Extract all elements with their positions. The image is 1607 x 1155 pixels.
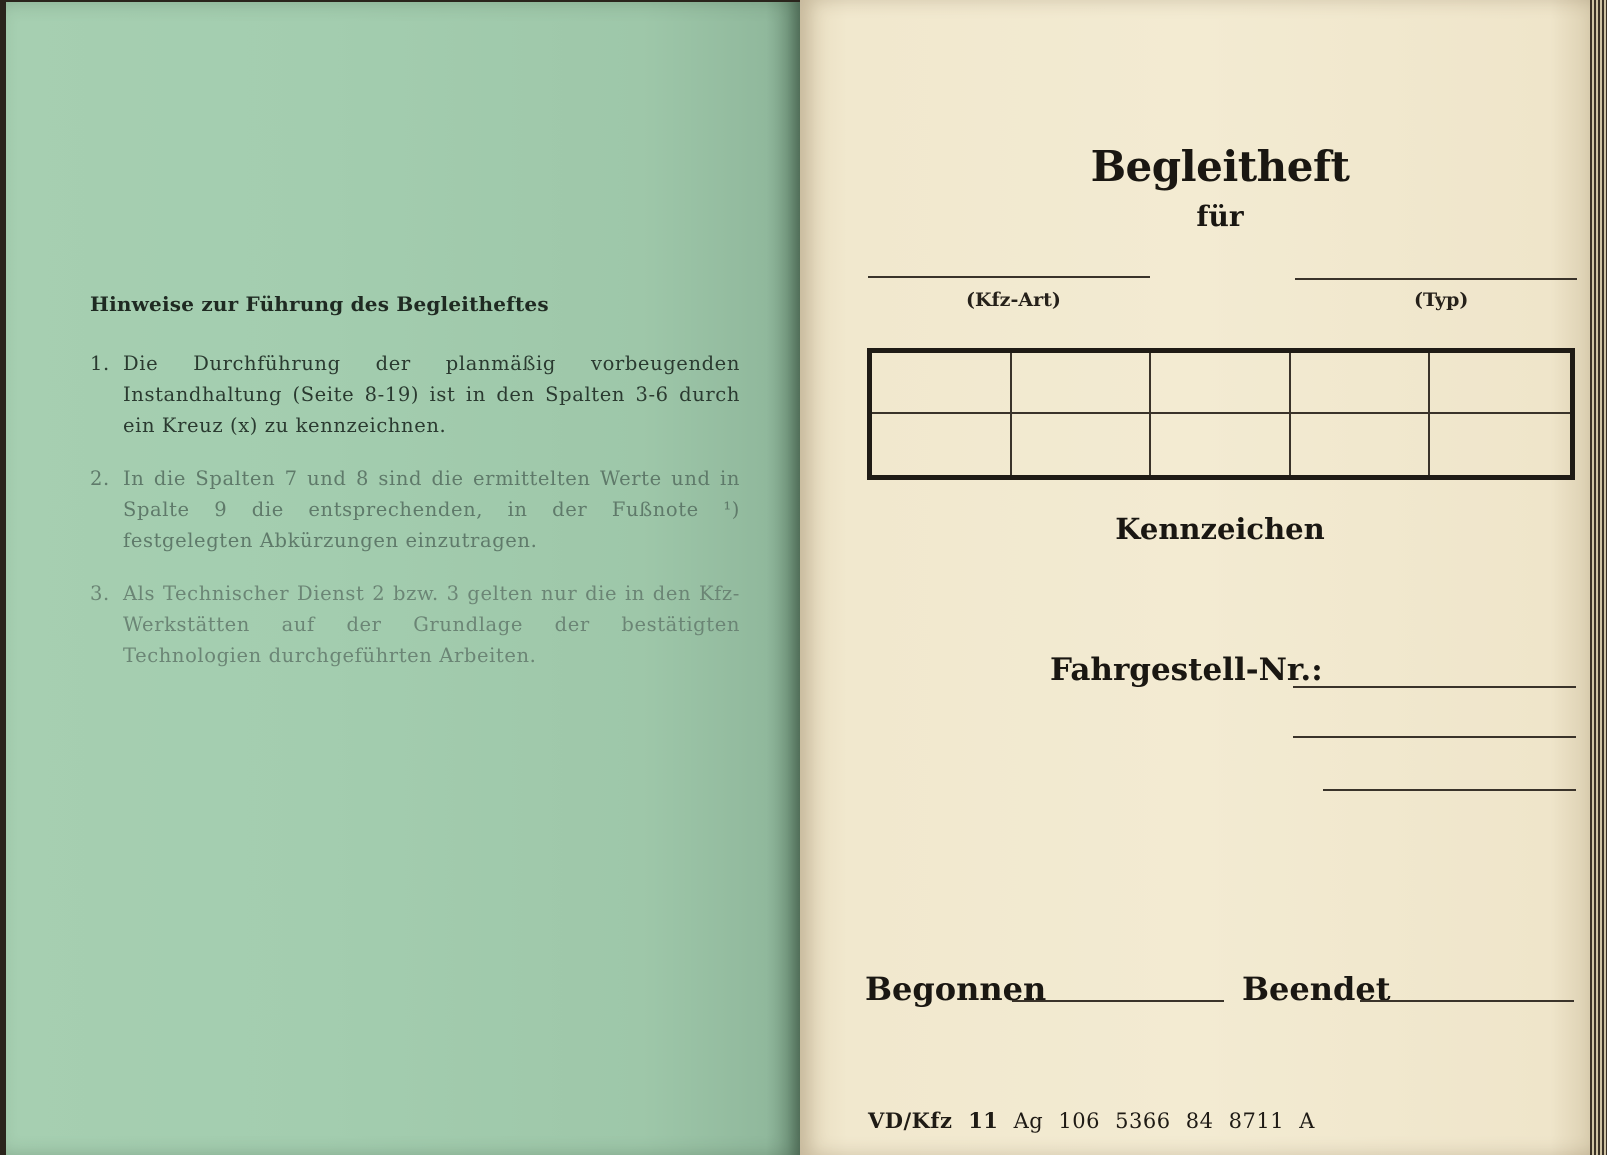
page-edges bbox=[1590, 0, 1607, 1155]
ended-label: Beendet bbox=[1242, 970, 1391, 1008]
license-plate-label: Kennzeichen bbox=[1115, 512, 1325, 546]
vehicle-type-field[interactable] bbox=[868, 276, 1150, 278]
chassis-number-field-2[interactable] bbox=[1293, 736, 1576, 738]
plate-cell[interactable] bbox=[1012, 353, 1152, 414]
instruction-text: In die Spalten 7 und 8 sind die ermittelten Werte und in Spalte 9 die entsprechenden, in der Fußnote ¹) festgelegten Abkürzungen einzutragen. bbox=[123, 467, 740, 552]
plate-cell[interactable] bbox=[1291, 353, 1431, 414]
form-code-print-info: Ag 106 5366 84 8711 A bbox=[1013, 1109, 1315, 1133]
plate-cell[interactable] bbox=[1151, 414, 1291, 475]
ended-date-field[interactable] bbox=[1360, 1000, 1574, 1002]
instruction-text: Die Durchführung der planmäßig vorbeugenden Instandhaltung (Seite 8-19) ist in den Spalten 3-6 durch ein Kreuz (x) zu kennzeichnen. bbox=[123, 352, 740, 437]
plate-cell[interactable] bbox=[1151, 353, 1291, 414]
chassis-number-field-3[interactable] bbox=[1323, 789, 1576, 791]
plate-cell[interactable] bbox=[872, 414, 1012, 475]
instruction-item bbox=[90, 463, 740, 556]
instruction-number: 2. bbox=[90, 467, 110, 490]
form-code bbox=[868, 1108, 1315, 1133]
instruction-item bbox=[90, 348, 740, 441]
chassis-number-label: Fahrgestell-Nr.: bbox=[1050, 652, 1323, 688]
plate-cell[interactable] bbox=[1291, 414, 1431, 475]
instruction-text: Als Technischer Dienst 2 bzw. 3 gelten nur die in den Kfz-Werkstätten auf der Grundlage der bestätigten Technologien durchgeführten Arbeiten. bbox=[123, 582, 740, 667]
instruction-number: 3. bbox=[90, 582, 110, 605]
instruction-item bbox=[90, 578, 740, 671]
plate-cell[interactable] bbox=[1430, 353, 1570, 414]
form-code-id: VD/Kfz 11 bbox=[868, 1108, 999, 1133]
instructions-heading: Hinweise zur Führung des Begleitheftes bbox=[90, 292, 549, 316]
plate-cell[interactable] bbox=[872, 353, 1012, 414]
booklet-subtitle: für bbox=[1196, 200, 1244, 233]
instructions-list bbox=[90, 348, 740, 693]
started-date-field[interactable] bbox=[1012, 1000, 1224, 1002]
chassis-number-field[interactable] bbox=[1293, 686, 1576, 688]
license-plate-grid[interactable] bbox=[867, 348, 1575, 480]
plate-cell[interactable] bbox=[1012, 414, 1152, 475]
booklet-title: Begleitheft bbox=[1090, 142, 1350, 191]
plate-cell[interactable] bbox=[1430, 414, 1570, 475]
model-field[interactable] bbox=[1295, 278, 1577, 280]
model-label: (Typ) bbox=[1414, 289, 1469, 311]
vehicle-type-label: (Kfz-Art) bbox=[966, 289, 1061, 311]
instruction-number: 1. bbox=[90, 352, 110, 375]
started-label: Begonnen bbox=[865, 970, 1047, 1008]
